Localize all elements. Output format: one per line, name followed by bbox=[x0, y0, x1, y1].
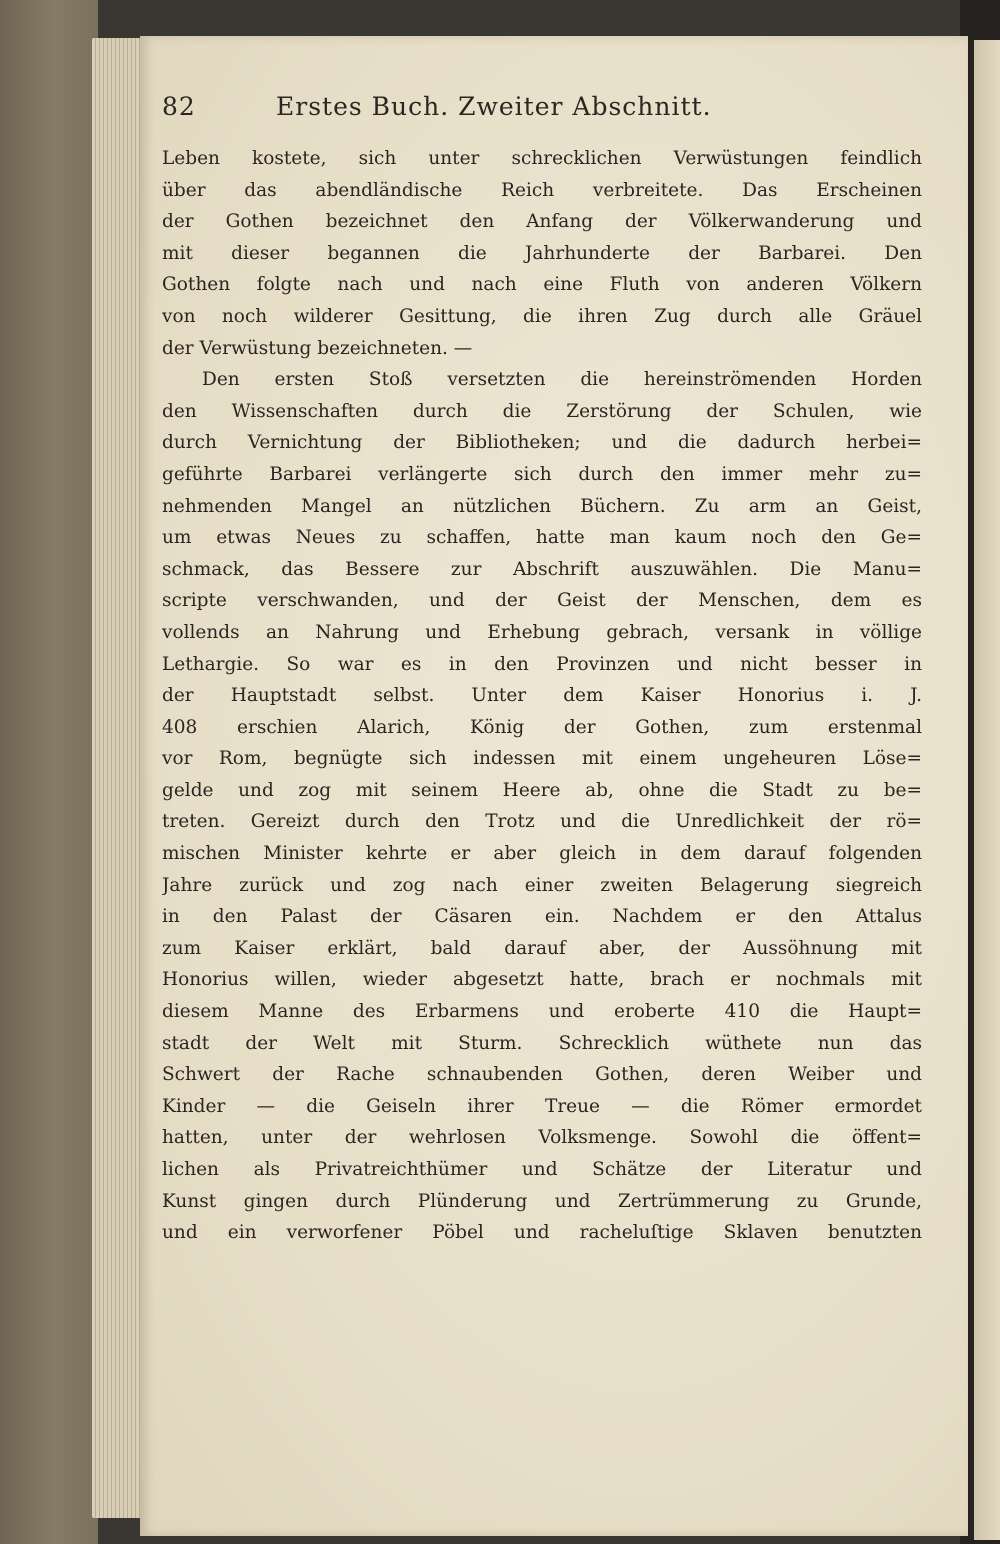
text-line: Jahre zurück und zog nach einer zweiten Belagerung siegreich bbox=[162, 874, 922, 896]
text-line: treten. Gereizt durch den Trotz und die Unredlichkeit der rö= bbox=[162, 811, 922, 833]
text-line: Lethargie. So war es in den Provinzen und nicht besser in bbox=[162, 653, 922, 675]
book-cover-board bbox=[0, 0, 98, 1544]
text-line: Schwert der Rache schnaubenden Gothen, deren Weiber und bbox=[162, 1064, 922, 1086]
text-line: scripte verschwanden, und der Geist der Menschen, dem es bbox=[162, 590, 922, 612]
body-text bbox=[162, 143, 922, 1249]
text-line: schmack, das Bessere zur Abschrift auszuwählen. Die Manu= bbox=[162, 558, 922, 580]
text-line: diesem Manne des Erbarmens und eroberte 410 die Haupt= bbox=[162, 1001, 922, 1023]
text-line: Honorius willen, wieder abgesetzt hatte, brach er nochmals mit bbox=[162, 969, 922, 991]
text-line: gelde und zog mit seinem Heere ab, ohne die Stadt zu be= bbox=[162, 779, 922, 801]
text-line: und ein verworfener Pöbel und racheluſtige Sklaven benutzten bbox=[162, 1222, 922, 1244]
page-number: 82 bbox=[162, 92, 196, 121]
paragraph bbox=[162, 364, 922, 1249]
text-line: Leben kostete, sich unter schrecklichen Verwüstungen feindlich bbox=[162, 148, 922, 169]
text-line: Gothen folgte nach und nach eine Fluth von anderen Völkern bbox=[162, 274, 922, 296]
text-line: geführte Barbarei verlängerte sich durch den immer mehr zu= bbox=[162, 463, 922, 485]
text-line: vor Rom, begnügte sich indessen mit einem ungeheuren Löse= bbox=[162, 748, 922, 770]
text-line: hatten, unter der wehrlosen Volksmenge. Sowohl die öffent= bbox=[162, 1127, 922, 1149]
page-header bbox=[162, 92, 802, 138]
next-page-edge bbox=[974, 40, 1000, 1540]
text-line: in den Palast der Cäsaren ein. Nachdem er den Attalus bbox=[162, 906, 922, 928]
text-line: durch Vernichtung der Bibliotheken; und die dadurch herbei= bbox=[162, 432, 922, 454]
text-line: lichen als Privatreichthümer und Schätze der Literatur und bbox=[162, 1159, 922, 1180]
text-line: mit dieser begannen die Jahrhunderte der Barbarei. Den bbox=[162, 242, 922, 264]
text-line: von noch wilderer Gesittung, die ihren Zug durch alle Gräuel bbox=[162, 305, 922, 327]
text-line: um etwas Neues zu schaffen, hatte man kaum noch den Ge= bbox=[162, 527, 922, 549]
text-line: 408 erschien Alarich, König der Gothen, zum erstenmal bbox=[162, 716, 922, 738]
text-line: mischen Minister kehrte er aber gleich in dem darauf folgenden bbox=[162, 843, 922, 865]
text-line: Den ersten Stoß versetzten die hereinströmenden Horden bbox=[202, 369, 922, 391]
text-line: nehmenden Mangel an nützlichen Büchern. Zu arm an Geist, bbox=[162, 495, 922, 517]
paragraph bbox=[162, 143, 922, 364]
running-head: Erstes Buch. Zweiter Abschnitt. bbox=[276, 92, 712, 121]
text-line: der Hauptstadt selbst. Unter dem Kaiser Honorius i. J. bbox=[162, 685, 922, 707]
text-line: Kinder — die Geiseln ihrer Treue — die Römer ermordet bbox=[162, 1095, 922, 1117]
text-line: Kunst gingen durch Plünderung und Zertrümmerung zu Grunde, bbox=[162, 1190, 922, 1212]
text-line: der Verwüstung bezeichneten. — bbox=[162, 337, 473, 359]
text-line: zum Kaiser erklärt, bald darauf aber, der Aussöhnung mit bbox=[162, 937, 922, 959]
text-line: den Wissenschaften durch die Zerstörung der Schulen, wie bbox=[162, 400, 922, 422]
text-line: vollends an Nahrung und Erhebung gebrach, versank in völlige bbox=[162, 621, 922, 643]
text-line: stadt der Welt mit Sturm. Schrecklich wüthete nun das bbox=[162, 1032, 922, 1054]
text-line: der Gothen bezeichnet den Anfang der Völkerwanderung und bbox=[162, 211, 922, 233]
text-line: über das abendländische Reich verbreitete. Das Erscheinen bbox=[162, 179, 922, 201]
